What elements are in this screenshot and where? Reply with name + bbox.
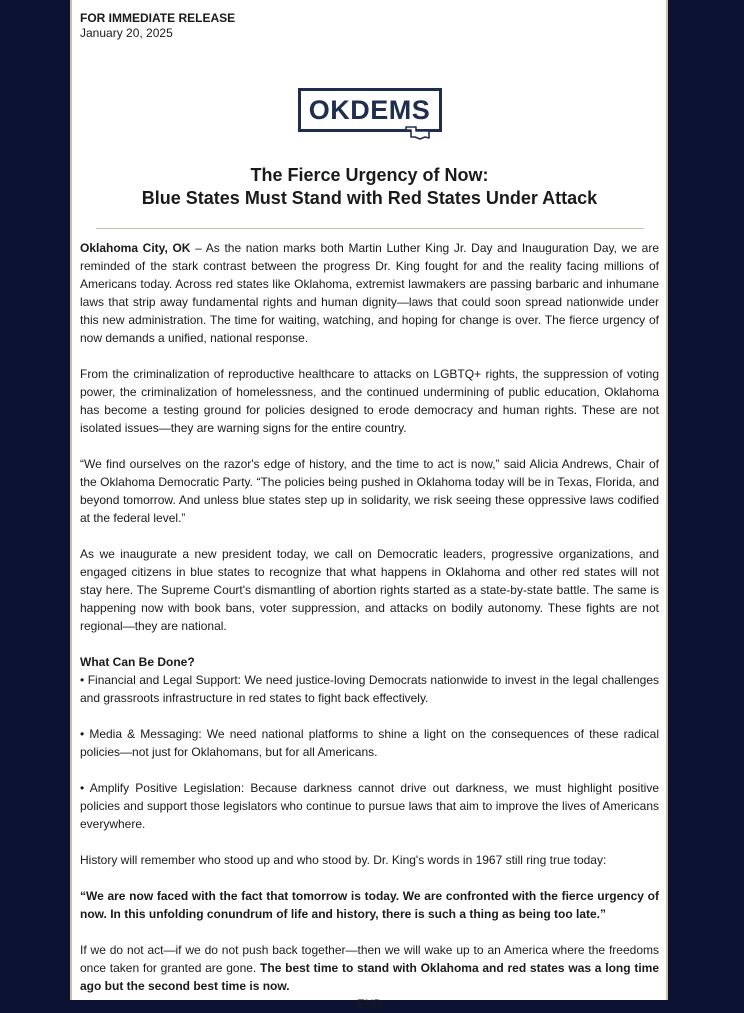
paragraph-intro xyxy=(80,239,659,347)
oklahoma-state-icon xyxy=(405,126,431,140)
bullet-financial-legal: • Financial and Legal Support: We need justice-loving Democrats nationwide to invest in the legal challenges and grassroots infrastructure in red states to fight back effectively. xyxy=(80,673,659,705)
logo-text: OKDEMS xyxy=(308,95,431,125)
title-line-1: The Fierce Urgency of Now: xyxy=(250,165,489,185)
paragraph-history: History will remember who stood up and who stood by. Dr. King's words in 1967 still ring true today: xyxy=(80,853,607,867)
release-header xyxy=(80,11,659,41)
dateline: Oklahoma City, OK xyxy=(80,241,191,255)
paragraph-4: As we inaugurate a new president today, we call on Democratic leaders, progressive organizations, and engaged citizens in blue states to recognize that what happens in Oklahoma and other red states will not stay here. The Supreme Court's dismantling of abortion rights started as a state-by-state battle. The same is happening now with book bans, voter suppression, and attacks on bodily autonomy. These fights are not regional—they are national. xyxy=(80,547,659,633)
bullet-media-messaging: • Media & Messaging: We need national platforms to shine a light on the consequences of these radical policies—not just for Oklahomans, but for all Americans. xyxy=(80,727,659,759)
page-title xyxy=(80,164,659,210)
press-release-page xyxy=(70,0,668,1011)
release-date: January 20, 2025 xyxy=(80,26,173,40)
title-divider xyxy=(96,228,644,229)
paragraph-closing xyxy=(80,941,659,995)
end-marker: -END- xyxy=(352,997,387,1011)
bullet-positive-legislation: • Amplify Positive Legislation: Because darkness cannot drive out darkness, we must highlight positive policies and support those legislators who continue to pursue laws that aim to improve the lives of Americans everywhere. xyxy=(80,781,659,831)
section-heading: What Can Be Done? xyxy=(80,655,195,669)
okdems-logo xyxy=(298,88,442,132)
closing-text: If we do not act—if we do not push back together—then we will wake up to an America where the freedoms once taken for granted are gone. xyxy=(80,943,659,975)
release-label: FOR IMMEDIATE RELEASE xyxy=(80,11,236,25)
paragraph-quote-andrews: “We find ourselves on the razor's edge of history, and the time to act is now,” said Alicia Andrews, Chair of the Oklahoma Democratic Party. “The policies being pushed in Oklahoma today will be in Texas, Florida, and beyond tomorrow. And unless blue states step up in solidarity, we risk seeing these oppressive laws codified at the federal level.” xyxy=(80,457,659,525)
paragraph-2: From the criminalization of reproductive healthcare to attacks on LGBTQ+ rights, the suppression of voting power, the criminalization of homelessness, and the continued undermining of public education, Oklahoma has become a testing ground for policies designed to erode democracy and human rights. These are not isolated issues—they are warning signs for the entire country. xyxy=(80,367,659,435)
logo-container xyxy=(80,88,659,140)
closing-bold-text: The best time to stand with Oklahoma and red states was a long time ago but the second best time is now. xyxy=(80,961,659,993)
press-release-content xyxy=(80,11,659,1013)
title-line-2: Blue States Must Stand with Red States Under Attack xyxy=(141,188,598,208)
king-quote: “We are now faced with the fact that tomorrow is today. We are confronted with the fierce urgency of now. In this unfolding conundrum of life and history, there is such a thing as being too late.” xyxy=(80,889,659,921)
paragraph-intro-text: – As the nation marks both Martin Luther King Jr. Day and Inauguration Day, we are reminded of the stark contrast between the progress Dr. King fought for and the reality facing millions of Americans today. Across red states like Oklahoma, extremist lawmakers are passing barbaric and inhumane laws that strip away fundamental rights and human dignity—laws that could soon spread nationwide under this new administration. The time for waiting, watching, and hoping for change is over. The fierce urgency of now demands a unified, national response. xyxy=(80,241,659,345)
